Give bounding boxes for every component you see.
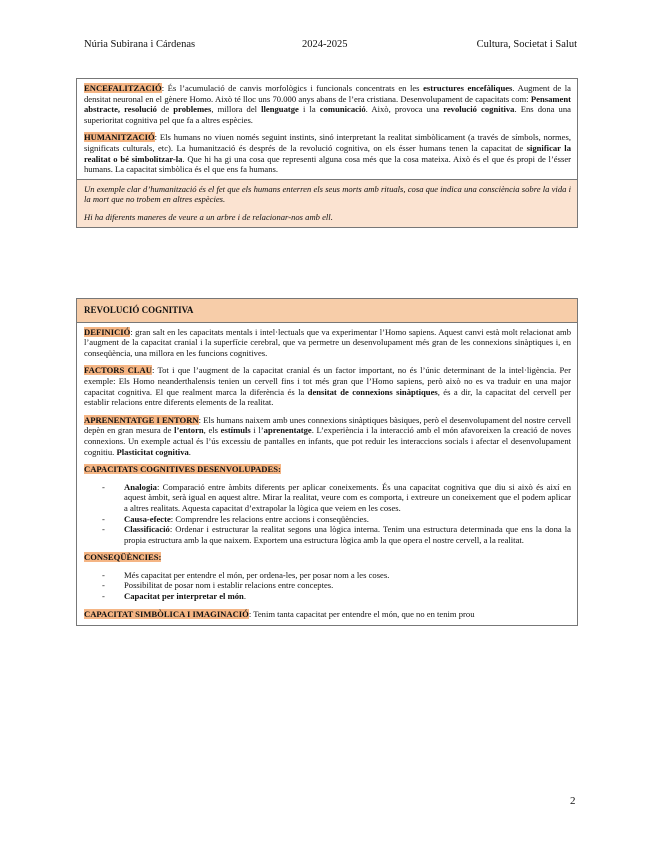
consequencies-list (84, 570, 571, 602)
page-number: 2 (570, 795, 576, 807)
aprenentatge-paragraph: APRENENTATGE I ENTORN: Els humans naixem amb unes connexions sinàptiques bàsiques, però el desenvolupament del nostre cervell depèn en gran mesura de l’entorn, els estímuls i l’aprenentatge. L’experiència i la interacció amb el món afavoreixen la creació de noves connexions. Un exemple actual és l’ús excessiu de pantalles en infants, que pot reduir les interaccions socials i afectar el desenvolupament cognitiu. Plasticitat cognitiva. (84, 414, 571, 457)
example-text-2: Hi ha diferents maneres de veure a un arbre i de relacionar-nos amb ell. (84, 211, 333, 222)
page-header (84, 39, 577, 53)
humanitzacio-paragraph: HUMANITZACIÓ: Els humans no viuen només seguint instints, sinó interpretant la realitat simbòlicament (a través de símbols, normes, significats culturals, etc). La humanització és després de la revolució cognitiva, on els ésser humans tenen la capacitat de significar la realitat o bé simbolitzar-la. Que hi ha gi una cosa que representi alguna cosa més que la cosa mateixa. Això és el que és propi de l’ésser humans. La capacitat simbòlica és el que ens fa humans. (84, 132, 571, 175)
factors-paragraph: FACTORS CLAU: Tot i que l’augment de la capacitat cranial és un factor important, no és l’únic determinant de la intel·ligència. Per exemple: Els Homo neanderthalensis tenien un cervell fins i tot més gran que l’Homo sapiens, però això no es va traduir en una major capacitat cognitiva. El que realment marca la diferència és la densitat de connexions sinàptiques, és a dir, la capacitat del cervell per establir relacions entre diferents elements de la realitat. (84, 365, 572, 408)
consequencies-heading: CONSEQÜÈNCIES: (84, 552, 162, 563)
definicio-paragraph: DEFINICIÓ: gran salt en les capacitats mentals i intel·lectuals que va experimentar l’Homo sapiens. Aquest canvi està molt relacionat amb l’augment de la capacitat cranial i la superfície cerebral, que va permetre un desenvolupament més gran de les connexions sinàptiques i, en conseqüència, una millora en les funcions cognitives. (84, 326, 571, 358)
section-title: REVOLUCIÓ COGNITIVA (77, 299, 577, 323)
list-item: - Classificació: Ordenar i estructurar la realitat segons una lògica interna. Tenim una estructura determinada que ens la dona la propia estructura amb la que naixem. Exportem una estructura lògica amb la que opera el nostre cervell, a la realitat. (114, 524, 571, 545)
encefalitzacio-term: ENCEFALITZACIÓ (84, 83, 162, 93)
capacitats-heading: CAPACITATS COGNITIVES DESENVOLUPADES: (84, 464, 281, 475)
encefalitzacio-paragraph: ENCEFALITZACIÓ: És l’acumulació de canvis morfològics i funcionals concentrats en les estructures encefàliques. Augment de la densitat neuronal en el gènere Homo. Això té lloc uns 70.000 anys abans de l’era cristiana. Desenvolupament de capacitats com: Pensament abstracte, resolució de problemes, millora del llenguatge i la comunicació. Això, provoca una revolució cognitiva. Ens dona una superioritat cognitiva pel que fa a altres espècies. (84, 83, 571, 125)
example-text-1: Un exemple clar d’humanització és el fet que els humans enterren els seus morts amb rituals, cosa que indica una consciència sobre la vida i la mort que no trobem en altres espècies. (84, 183, 571, 205)
list-item: - Causa-efecte: Comprendre les relacions entre accions i conseqüències. (114, 514, 571, 525)
revolucio-content (77, 323, 577, 626)
concepts-box (76, 78, 578, 228)
encefalitzacio-cell (77, 79, 577, 180)
revolucio-box (76, 298, 578, 626)
header-year: 2024-2025 (302, 39, 348, 50)
list-item: - Analogia: Comparació entre àmbits diferents per aplicar coneixements. És una capacitat cognitiva que diu si això és així en aquest àmbit, serà igual en aquest altre. Mirar la realitat, veure com es comporta, i extreure un coneixement que el podem aplicar a altres realitats. Aquesta capacitat d’extrapolar la lògica que veiem en les coses. (114, 482, 571, 514)
example-cell (77, 180, 577, 227)
header-subject: Cultura, Societat i Salut (476, 39, 577, 50)
list-item: - Possibilitat de posar nom i establir relacions entre conceptes. (114, 580, 571, 591)
humanitzacio-term: HUMANITZACIÓ (84, 132, 155, 143)
list-item: - Més capacitat per entendre el món, per ordena-les, per posar nom a les coses. (114, 570, 571, 581)
capacitats-list (84, 482, 571, 546)
header-author: Núria Subirana i Cárdenas (84, 39, 196, 50)
simbolica-paragraph: CAPACITAT SIMBÒLICA I IMAGINACIÓ: Tenim tanta capacitat per entendre el món, que no en tenim prou (84, 608, 475, 619)
list-item: - Capacitat per interpretar el món. (114, 591, 571, 602)
